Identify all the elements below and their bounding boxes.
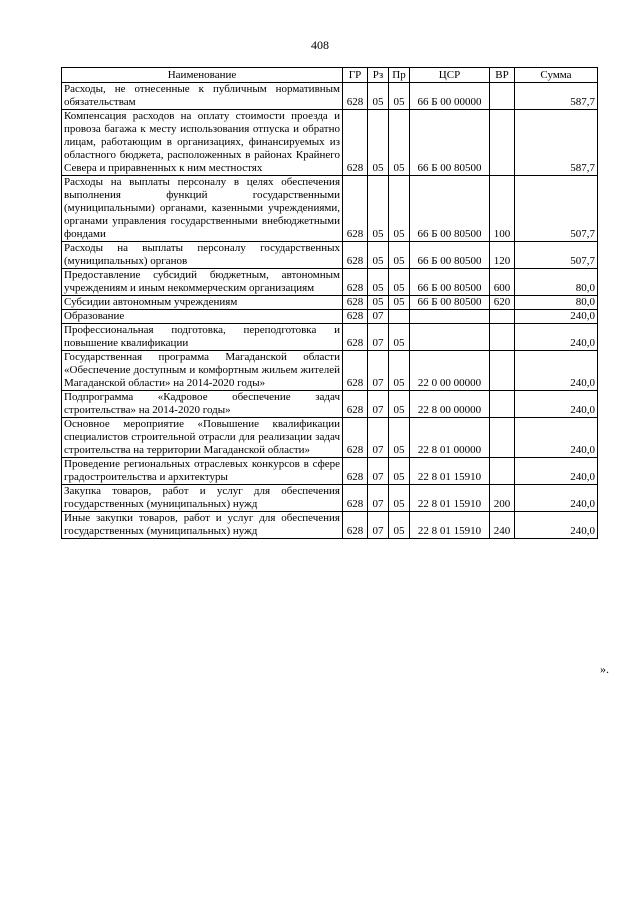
cell-sum: 80,0: [515, 296, 598, 310]
cell-sum: 80,0: [515, 269, 598, 296]
table-row: [62, 458, 598, 485]
cell-gr: 628: [343, 512, 368, 539]
page-number: 408: [311, 38, 329, 52]
table-body: [62, 83, 598, 539]
cell-pr: 05: [389, 351, 410, 391]
cell-csr: 66 Б 00 00000: [410, 83, 490, 110]
cell-csr: 66 Б 00 80500: [410, 176, 490, 242]
cell-gr: 628: [343, 485, 368, 512]
cell-vr: 120: [490, 242, 515, 269]
cell-vr: [490, 391, 515, 418]
cell-sum: 587,7: [515, 110, 598, 176]
cell-vr: 240: [490, 512, 515, 539]
cell-csr: 22 8 01 15910: [410, 485, 490, 512]
cell-csr: [410, 310, 490, 324]
cell-csr: 66 Б 00 80500: [410, 296, 490, 310]
cell-gr: 628: [343, 391, 368, 418]
cell-name: Компенсация расходов на оплату стоимости проезда и провоза багажа к месту использования отпуска и обратно лицам, работающим в организациях, финансируемых из областного бюджета, расположенных в районах Крайнего Севера и приравненных к ним местностях: [62, 110, 343, 176]
cell-sum: 240,0: [515, 418, 598, 458]
cell-csr: [410, 324, 490, 351]
cell-name: Расходы на выплаты персоналу в целях обеспечения выполнения функций государственными (муниципальными) органами, казенными учреждениями, органами управления государственными внебюджетными фондами: [62, 176, 343, 242]
cell-rz: 05: [368, 296, 389, 310]
cell-pr: 05: [389, 176, 410, 242]
cell-rz: 07: [368, 512, 389, 539]
budget-table: [61, 67, 598, 539]
cell-gr: 628: [343, 242, 368, 269]
cell-sum: 240,0: [515, 512, 598, 539]
table-row: [62, 269, 598, 296]
cell-pr: 05: [389, 458, 410, 485]
cell-sum: 240,0: [515, 324, 598, 351]
cell-pr: [389, 310, 410, 324]
cell-name: Расходы на выплаты персоналу государственных (муниципальных) органов: [62, 242, 343, 269]
cell-csr: 22 8 01 15910: [410, 458, 490, 485]
table-row: [62, 176, 598, 242]
cell-csr: 22 8 01 15910: [410, 512, 490, 539]
closing-quote-mark: ».: [600, 662, 609, 676]
cell-sum: 507,7: [515, 242, 598, 269]
cell-gr: 628: [343, 296, 368, 310]
header-name: Наименование: [62, 68, 343, 83]
cell-csr: 22 8 00 00000: [410, 391, 490, 418]
cell-rz: 05: [368, 176, 389, 242]
cell-name: Расходы, не отнесенные к публичным нормативным обязательствам: [62, 83, 343, 110]
cell-gr: 628: [343, 176, 368, 242]
cell-rz: 07: [368, 324, 389, 351]
table-row: [62, 296, 598, 310]
cell-pr: 05: [389, 512, 410, 539]
cell-vr: 600: [490, 269, 515, 296]
cell-rz: 05: [368, 242, 389, 269]
cell-sum: 240,0: [515, 458, 598, 485]
cell-gr: 628: [343, 310, 368, 324]
cell-rz: 05: [368, 269, 389, 296]
cell-vr: [490, 418, 515, 458]
cell-vr: 620: [490, 296, 515, 310]
cell-name: Проведение региональных отраслевых конкурсов в сфере градостроительства и архитектуры: [62, 458, 343, 485]
cell-pr: 05: [389, 324, 410, 351]
cell-sum: 240,0: [515, 485, 598, 512]
cell-sum: 587,7: [515, 83, 598, 110]
cell-pr: 05: [389, 83, 410, 110]
cell-name: Иные закупки товаров, работ и услуг для обеспечения государственных (муниципальных) нужд: [62, 512, 343, 539]
cell-csr: 66 Б 00 80500: [410, 242, 490, 269]
cell-rz: 07: [368, 310, 389, 324]
table-row: [62, 310, 598, 324]
cell-pr: 05: [389, 110, 410, 176]
cell-pr: 05: [389, 418, 410, 458]
table-row: [62, 110, 598, 176]
cell-vr: [490, 324, 515, 351]
cell-gr: 628: [343, 351, 368, 391]
cell-rz: 07: [368, 391, 389, 418]
cell-csr: 66 Б 00 80500: [410, 269, 490, 296]
cell-vr: [490, 110, 515, 176]
cell-gr: 628: [343, 324, 368, 351]
cell-vr: 100: [490, 176, 515, 242]
cell-rz: 07: [368, 351, 389, 391]
header-csr: ЦСР: [410, 68, 490, 83]
cell-pr: 05: [389, 269, 410, 296]
header-gr: ГР: [343, 68, 368, 83]
cell-pr: 05: [389, 242, 410, 269]
cell-sum: 507,7: [515, 176, 598, 242]
cell-name: Подпрограмма «Кадровое обеспечение задач строительства» на 2014-2020 годы»: [62, 391, 343, 418]
table-row: [62, 83, 598, 110]
cell-name: Основное мероприятие «Повышение квалификации специалистов строительной отрасли для реализации задач строительства на территории Магаданской области»: [62, 418, 343, 458]
cell-sum: 240,0: [515, 310, 598, 324]
table-row: [62, 351, 598, 391]
header-pr: Пр: [389, 68, 410, 83]
table-row: [62, 324, 598, 351]
cell-csr: 22 0 00 00000: [410, 351, 490, 391]
cell-vr: [490, 310, 515, 324]
cell-name: Профессиональная подготовка, переподготовка и повышение квалификации: [62, 324, 343, 351]
table-row: [62, 418, 598, 458]
table-row: [62, 391, 598, 418]
cell-vr: [490, 83, 515, 110]
cell-gr: 628: [343, 418, 368, 458]
table-row: [62, 512, 598, 539]
header-vr: ВР: [490, 68, 515, 83]
cell-vr: [490, 458, 515, 485]
cell-pr: 05: [389, 391, 410, 418]
cell-gr: 628: [343, 110, 368, 176]
cell-vr: [490, 351, 515, 391]
header-rz: Рз: [368, 68, 389, 83]
cell-rz: 07: [368, 418, 389, 458]
cell-pr: 05: [389, 485, 410, 512]
table-row: [62, 242, 598, 269]
header-sum: Сумма: [515, 68, 598, 83]
cell-rz: 05: [368, 83, 389, 110]
cell-name: Закупка товаров, работ и услуг для обеспечения государственных (муниципальных) нужд: [62, 485, 343, 512]
cell-rz: 07: [368, 485, 389, 512]
cell-gr: 628: [343, 269, 368, 296]
table-row: [62, 485, 598, 512]
cell-gr: 628: [343, 458, 368, 485]
cell-gr: 628: [343, 83, 368, 110]
table-header-row: [62, 68, 598, 83]
cell-sum: 240,0: [515, 351, 598, 391]
cell-vr: 200: [490, 485, 515, 512]
cell-name: Предоставление субсидий бюджетным, автономным учреждениям и иным некоммерческим организациям: [62, 269, 343, 296]
cell-rz: 05: [368, 110, 389, 176]
cell-csr: 22 8 01 00000: [410, 418, 490, 458]
cell-pr: 05: [389, 296, 410, 310]
cell-name: Государственная программа Магаданской области «Обеспечение доступным и комфортным жильем жителей Магаданской области» на 2014-2020 годы»: [62, 351, 343, 391]
cell-name: Образование: [62, 310, 343, 324]
cell-name: Субсидии автономным учреждениям: [62, 296, 343, 310]
cell-rz: 07: [368, 458, 389, 485]
cell-csr: 66 Б 00 80500: [410, 110, 490, 176]
cell-sum: 240,0: [515, 391, 598, 418]
